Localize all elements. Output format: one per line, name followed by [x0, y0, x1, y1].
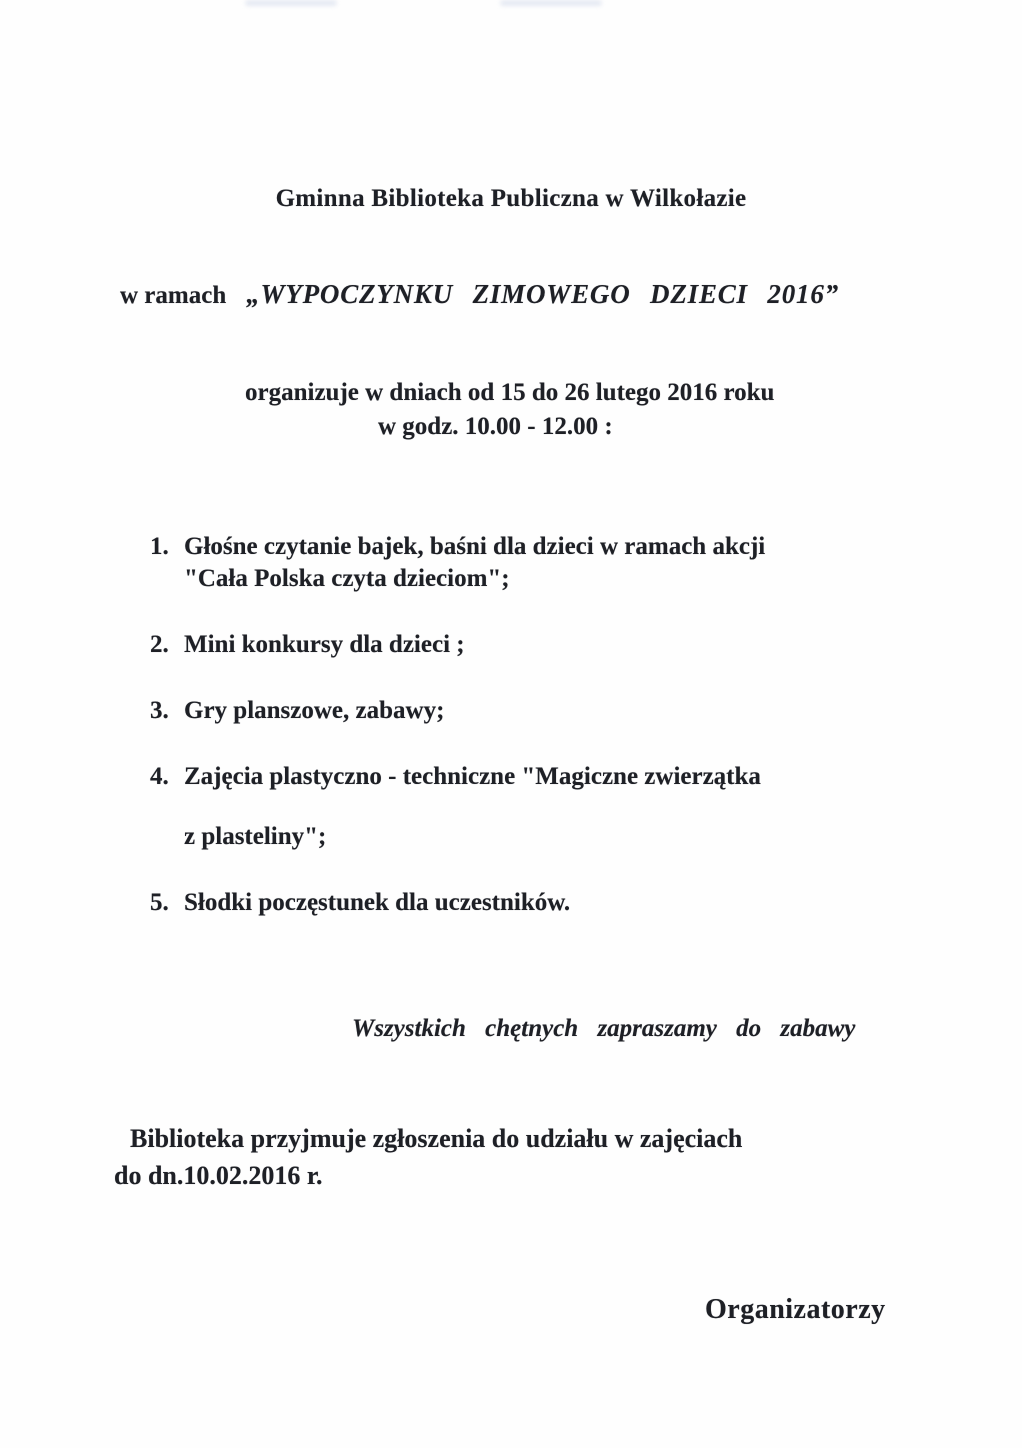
list-item-number: 1.	[150, 533, 169, 560]
list-item-line: "Cała Polska czyta dzieciom";	[184, 565, 510, 592]
list-item-text	[184, 761, 920, 853]
list-item-text	[184, 887, 920, 919]
list-item-line: Zajęcia plastyczno - techniczne "Magiczne zwierzątka	[184, 763, 761, 790]
list-item	[150, 695, 920, 727]
program-line	[120, 279, 839, 310]
list-item	[150, 761, 920, 853]
scan-smudge-left	[245, 0, 337, 6]
schedule-dates: organizuje w dniach od 15 do 26 lutego 2016 roku	[245, 379, 775, 406]
list-item	[150, 887, 920, 919]
list-item-line: z plasteliny";	[184, 823, 327, 850]
list-item-number: 5.	[150, 889, 169, 916]
invitation-line: Wszystkich chętnych zapraszamy do zabawy	[352, 1015, 856, 1042]
list-item-number: 2.	[150, 631, 169, 658]
list-item-line: Gry planszowe, zabawy;	[184, 697, 445, 724]
page-title: Gminna Biblioteka Publiczna w Wilkołazie	[275, 185, 747, 212]
registration-deadline: do dn.10.02.2016 r.	[114, 1161, 323, 1190]
list-item-text	[184, 695, 920, 727]
list-item-line: Głośne czytanie bajek, baśni dla dzieci w ramach akcji	[184, 533, 766, 560]
list-item-number: 3.	[150, 697, 169, 724]
schedule-hours: w godz. 10.00 - 12.00 :	[378, 413, 613, 440]
program-name: „WYPOCZYNKU ZIMOWEGO DZIECI 2016”	[246, 279, 839, 309]
scan-smudge-right	[500, 0, 602, 6]
list-item-line: Mini konkursy dla dzieci ;	[184, 631, 465, 658]
list-item-text	[184, 531, 920, 595]
signature: Organizatorzy	[705, 1294, 886, 1325]
activity-list	[150, 531, 920, 953]
list-item-number: 4.	[150, 763, 169, 790]
registration-line: Biblioteka przyjmuje zgłoszenia do udziału w zajęciach	[130, 1124, 743, 1153]
list-item	[150, 531, 920, 595]
list-item-text	[184, 629, 920, 661]
list-item	[150, 629, 920, 661]
list-item-line: Słodki poczęstunek dla uczestników.	[184, 889, 571, 916]
schedule-block	[0, 376, 1022, 444]
program-prefix: w ramach	[120, 282, 227, 309]
registration-block	[114, 1120, 742, 1194]
